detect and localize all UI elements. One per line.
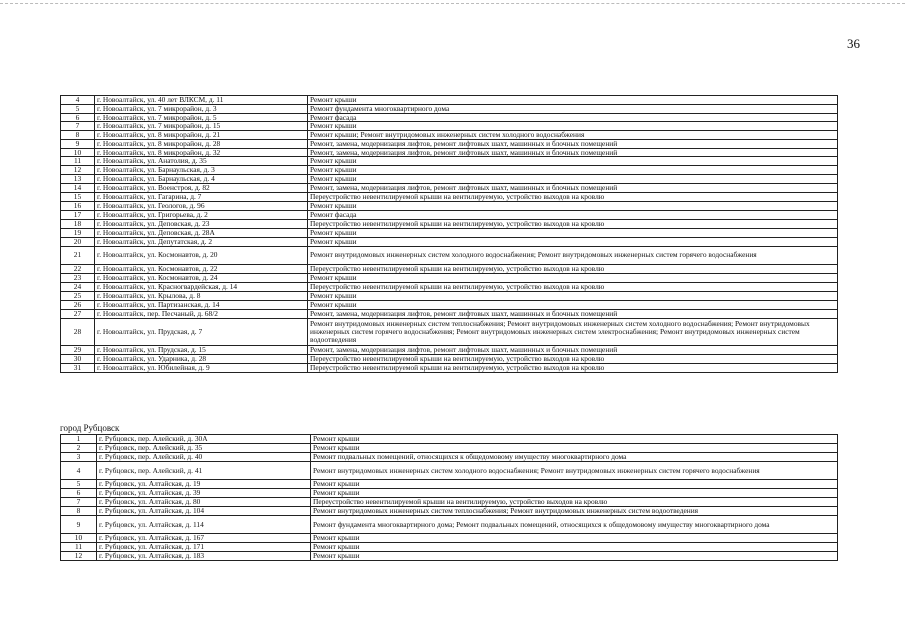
row-number: 24 xyxy=(61,282,95,291)
table-novoaltaysk xyxy=(60,95,838,373)
table-row xyxy=(61,345,838,354)
table-row xyxy=(61,157,838,166)
work-cell: Ремонт крыши xyxy=(308,174,838,183)
work-cell: Ремонт крыши xyxy=(311,489,838,498)
row-number: 19 xyxy=(61,228,95,237)
table-row xyxy=(61,318,838,345)
address-cell: г. Новоалтайск, ул. Военстроя, д. 82 xyxy=(95,183,308,192)
address-cell: г. Рубцовск, пер. Алейский, д. 40 xyxy=(97,453,311,462)
work-cell: Ремонт крыши xyxy=(311,552,838,561)
row-number: 3 xyxy=(61,453,97,462)
row-number: 4 xyxy=(61,462,97,480)
address-cell: г. Новоалтайск, ул. Прудская, д. 7 xyxy=(95,318,308,345)
table-row xyxy=(61,228,838,237)
table-row xyxy=(61,104,838,113)
work-cell: Переустройство невентилируемой крыши на вентилируемую, устройство выходов на кровлю xyxy=(311,498,838,507)
row-number: 28 xyxy=(61,318,95,345)
row-number: 7 xyxy=(61,498,97,507)
table-row xyxy=(61,291,838,300)
address-cell: г. Новоалтайск, ул. Юбилейная, д. 9 xyxy=(95,363,308,372)
work-cell: Ремонт крыши xyxy=(311,534,838,543)
table-row xyxy=(61,139,838,148)
row-number: 1 xyxy=(61,435,97,444)
table-row xyxy=(61,131,838,140)
row-number: 6 xyxy=(61,113,95,122)
address-cell: г. Новоалтайск, ул. Анатолия, д. 35 xyxy=(95,157,308,166)
table-row xyxy=(61,300,838,309)
page-number: 36 xyxy=(847,36,860,51)
work-cell: Ремонт крыши xyxy=(308,291,838,300)
address-cell: г. Рубцовск, пер. Алейский, д. 30А xyxy=(97,435,311,444)
address-cell: г. Новоалтайск, пер. Песчаный, д. 68/2 xyxy=(95,309,308,318)
row-number: 30 xyxy=(61,354,95,363)
row-number: 12 xyxy=(61,166,95,175)
table-row xyxy=(61,462,838,480)
row-number: 9 xyxy=(61,139,95,148)
work-cell: Ремонт крыши xyxy=(311,435,838,444)
work-cell: Переустройство невентилируемой крыши на вентилируемую, устройство выходов на кровлю xyxy=(308,363,838,372)
work-cell: Ремонт фундамента многоквартирного дома; Ремонт подвальных помещений, относящихся к общедомовому имуществу многоквартирного дома xyxy=(311,516,838,534)
table-row xyxy=(61,210,838,219)
address-cell: г. Новоалтайск, ул. Барнаульская, д. 4 xyxy=(95,174,308,183)
row-number: 29 xyxy=(61,345,95,354)
work-cell: Ремонт фасада xyxy=(308,210,838,219)
work-cell: Ремонт, замена, модернизация лифтов, ремонт лифтовых шахт, машинных и блочных помещений xyxy=(308,345,838,354)
table-row xyxy=(61,444,838,453)
work-cell: Ремонт крыши xyxy=(308,300,838,309)
table-row xyxy=(61,148,838,157)
address-cell: г. Рубцовск, ул. Алтайская, д. 171 xyxy=(97,543,311,552)
work-cell: Ремонт крыши; Ремонт внутридомовых инженерных систем холодного водоснабжения xyxy=(308,131,838,140)
work-cell: Переустройство невентилируемой крыши на вентилируемую, устройство выходов на кровлю xyxy=(308,354,838,363)
address-cell: г. Рубцовск, ул. Алтайская, д. 104 xyxy=(97,507,311,516)
row-number: 17 xyxy=(61,210,95,219)
work-cell: Ремонт крыши xyxy=(311,480,838,489)
work-cell: Ремонт крыши xyxy=(311,543,838,552)
row-number: 5 xyxy=(61,104,95,113)
address-cell: г. Новоалтайск, ул. Космонавтов, д. 24 xyxy=(95,273,308,282)
address-cell: г. Рубцовск, ул. Алтайская, д. 19 xyxy=(97,480,311,489)
row-number: 4 xyxy=(61,96,95,105)
table-row xyxy=(61,498,838,507)
row-number: 8 xyxy=(61,507,97,516)
work-cell: Переустройство невентилируемой крыши на вентилируемую, устройство выходов на кровлю xyxy=(308,219,838,228)
table-row xyxy=(61,273,838,282)
address-cell: г. Новоалтайск, ул. 7 микрорайон, д. 5 xyxy=(95,113,308,122)
row-number: 21 xyxy=(61,246,95,264)
address-cell: г. Новоалтайск, ул. Барнаульская, д. 3 xyxy=(95,166,308,175)
table-row xyxy=(61,166,838,175)
table-row xyxy=(61,480,838,489)
work-cell: Ремонт крыши xyxy=(308,96,838,105)
address-cell: г. Новоалтайск, ул. Деповская, д. 23 xyxy=(95,219,308,228)
address-cell: г. Новоалтайск, ул. Космонавтов, д. 20 xyxy=(95,246,308,264)
row-number: 6 xyxy=(61,489,97,498)
work-cell: Ремонт внутридомовых инженерных систем теплоснабжения; Ремонт внутридомовых инженерных систем холодного водоснабжения; Ремонт внутридомовых инженерных систем горячего водоснабжения; Ремонт внутридомовых инженерных систем электроснабжения; Ремонт внутридомовых инженерных систем водоотведения xyxy=(308,318,838,345)
work-cell: Переустройство невентилируемой крыши на вентилируемую, устройство выходов на кровлю xyxy=(308,282,838,291)
row-number: 7 xyxy=(61,122,95,131)
work-cell: Ремонт фасада xyxy=(308,113,838,122)
work-cell: Переустройство невентилируемой крыши на вентилируемую, устройство выходов на кровлю xyxy=(308,264,838,273)
table-row xyxy=(61,552,838,561)
address-cell: г. Новоалтайск, ул. Космонавтов, д. 22 xyxy=(95,264,308,273)
address-cell: г. Рубцовск, ул. Алтайская, д. 80 xyxy=(97,498,311,507)
address-cell: г. Новоалтайск, ул. Григорьева, д. 2 xyxy=(95,210,308,219)
address-cell: г. Рубцовск, пер. Алейский, д. 35 xyxy=(97,444,311,453)
row-number: 15 xyxy=(61,192,95,201)
table-row xyxy=(61,96,838,105)
row-number: 27 xyxy=(61,309,95,318)
row-number: 10 xyxy=(61,148,95,157)
address-cell: г. Новоалтайск, ул. 8 микрорайон, д. 21 xyxy=(95,131,308,140)
row-number: 22 xyxy=(61,264,95,273)
address-cell: г. Новоалтайск, ул. Партизанская, д. 14 xyxy=(95,300,308,309)
work-cell: Ремонт внутридомовых инженерных систем холодного водоснабжения; Ремонт внутридомовых инженерных систем горячего водоснабжения xyxy=(311,462,838,480)
work-cell: Ремонт крыши xyxy=(308,157,838,166)
row-number: 31 xyxy=(61,363,95,372)
row-number: 20 xyxy=(61,237,95,246)
table-novoaltaysk-body xyxy=(61,96,838,373)
table-row xyxy=(61,543,838,552)
work-cell: Ремонт крыши xyxy=(308,122,838,131)
address-cell: г. Новоалтайск, ул. Красногвардейская, д. 14 xyxy=(95,282,308,291)
address-cell: г. Новоалтайск, ул. Гагарина, д. 7 xyxy=(95,192,308,201)
section-title-rubtsovsk: город Рубцовск xyxy=(60,423,120,433)
work-cell: Ремонт, замена, модернизация лифтов, ремонт лифтовых шахт, машинных и блочных помещений xyxy=(308,148,838,157)
row-number: 11 xyxy=(61,157,95,166)
address-cell: г. Новоалтайск, ул. Геологов, д. 96 xyxy=(95,201,308,210)
table-row xyxy=(61,246,838,264)
work-cell: Ремонт внутридомовых инженерных систем холодного водоснабжения; Ремонт внутридомовых инженерных систем горячего водоснабжения xyxy=(308,246,838,264)
work-cell: Ремонт крыши xyxy=(308,166,838,175)
row-number: 26 xyxy=(61,300,95,309)
row-number: 12 xyxy=(61,552,97,561)
table-rubtsovsk-body xyxy=(61,435,838,561)
address-cell: г. Новоалтайск, ул. 8 микрорайон, д. 32 xyxy=(95,148,308,157)
work-cell: Ремонт, замена, модернизация лифтов, ремонт лифтовых шахт, машинных и блочных помещений xyxy=(308,183,838,192)
work-cell: Ремонт крыши xyxy=(308,201,838,210)
table-rubtsovsk xyxy=(60,434,838,561)
table-row xyxy=(61,192,838,201)
address-cell: г. Новоалтайск, ул. Прудская, д. 15 xyxy=(95,345,308,354)
table-row xyxy=(61,453,838,462)
table-row xyxy=(61,174,838,183)
table-row xyxy=(61,237,838,246)
table-row xyxy=(61,516,838,534)
table-row xyxy=(61,282,838,291)
work-cell: Ремонт крыши xyxy=(308,273,838,282)
table-row xyxy=(61,507,838,516)
work-cell: Переустройство невентилируемой крыши на вентилируемую, устройство выходов на кровлю xyxy=(308,192,838,201)
row-number: 11 xyxy=(61,543,97,552)
address-cell: г. Новоалтайск, ул. Крылова, д. 8 xyxy=(95,291,308,300)
scan-edge-line xyxy=(0,3,905,4)
table-row xyxy=(61,354,838,363)
table-row xyxy=(61,219,838,228)
row-number: 5 xyxy=(61,480,97,489)
table-row xyxy=(61,122,838,131)
row-number: 2 xyxy=(61,444,97,453)
row-number: 23 xyxy=(61,273,95,282)
address-cell: г. Рубцовск, ул. Алтайская, д. 167 xyxy=(97,534,311,543)
row-number: 25 xyxy=(61,291,95,300)
address-cell: г. Рубцовск, пер. Алейский, д. 41 xyxy=(97,462,311,480)
work-cell: Ремонт подвальных помещений, относящихся к общедомовому имуществу многоквартирного дома xyxy=(311,453,838,462)
address-cell: г. Рубцовск, ул. Алтайская, д. 114 xyxy=(97,516,311,534)
table-row xyxy=(61,489,838,498)
work-cell: Ремонт, замена, модернизация лифтов, ремонт лифтовых шахт, машинных и блочных помещений xyxy=(308,139,838,148)
work-cell: Ремонт, замена, модернизация лифтов, ремонт лифтовых шахт, машинных и блочных помещений xyxy=(308,309,838,318)
address-cell: г. Новоалтайск, ул. 40 лет ВЛКСМ, д. 11 xyxy=(95,96,308,105)
table-row xyxy=(61,363,838,372)
row-number: 9 xyxy=(61,516,97,534)
table-row xyxy=(61,183,838,192)
row-number: 14 xyxy=(61,183,95,192)
address-cell: г. Новоалтайск, ул. Депутатская, д. 2 xyxy=(95,237,308,246)
row-number: 13 xyxy=(61,174,95,183)
address-cell: г. Новоалтайск, ул. 7 микрорайон, д. 15 xyxy=(95,122,308,131)
work-cell: Ремонт крыши xyxy=(308,228,838,237)
table-row xyxy=(61,435,838,444)
address-cell: г. Рубцовск, ул. Алтайская, д. 183 xyxy=(97,552,311,561)
row-number: 16 xyxy=(61,201,95,210)
row-number: 8 xyxy=(61,131,95,140)
row-number: 18 xyxy=(61,219,95,228)
address-cell: г. Новоалтайск, ул. Ударника, д. 28 xyxy=(95,354,308,363)
address-cell: г. Рубцовск, ул. Алтайская, д. 39 xyxy=(97,489,311,498)
table-row xyxy=(61,113,838,122)
table-row xyxy=(61,201,838,210)
work-cell: Ремонт крыши xyxy=(311,444,838,453)
work-cell: Ремонт фундамента многоквартирного дома xyxy=(308,104,838,113)
address-cell: г. Новоалтайск, ул. 7 микрорайон, д. 3 xyxy=(95,104,308,113)
table-row xyxy=(61,264,838,273)
address-cell: г. Новоалтайск, ул. 8 микрорайон, д. 28 xyxy=(95,139,308,148)
address-cell: г. Новоалтайск, ул. Деповская, д. 28А xyxy=(95,228,308,237)
row-number: 10 xyxy=(61,534,97,543)
table-row xyxy=(61,309,838,318)
work-cell: Ремонт крыши xyxy=(308,237,838,246)
table-row xyxy=(61,534,838,543)
work-cell: Ремонт внутридомовых инженерных систем теплоснабжения; Ремонт внутридомовых инженерных систем водоотведения xyxy=(311,507,838,516)
